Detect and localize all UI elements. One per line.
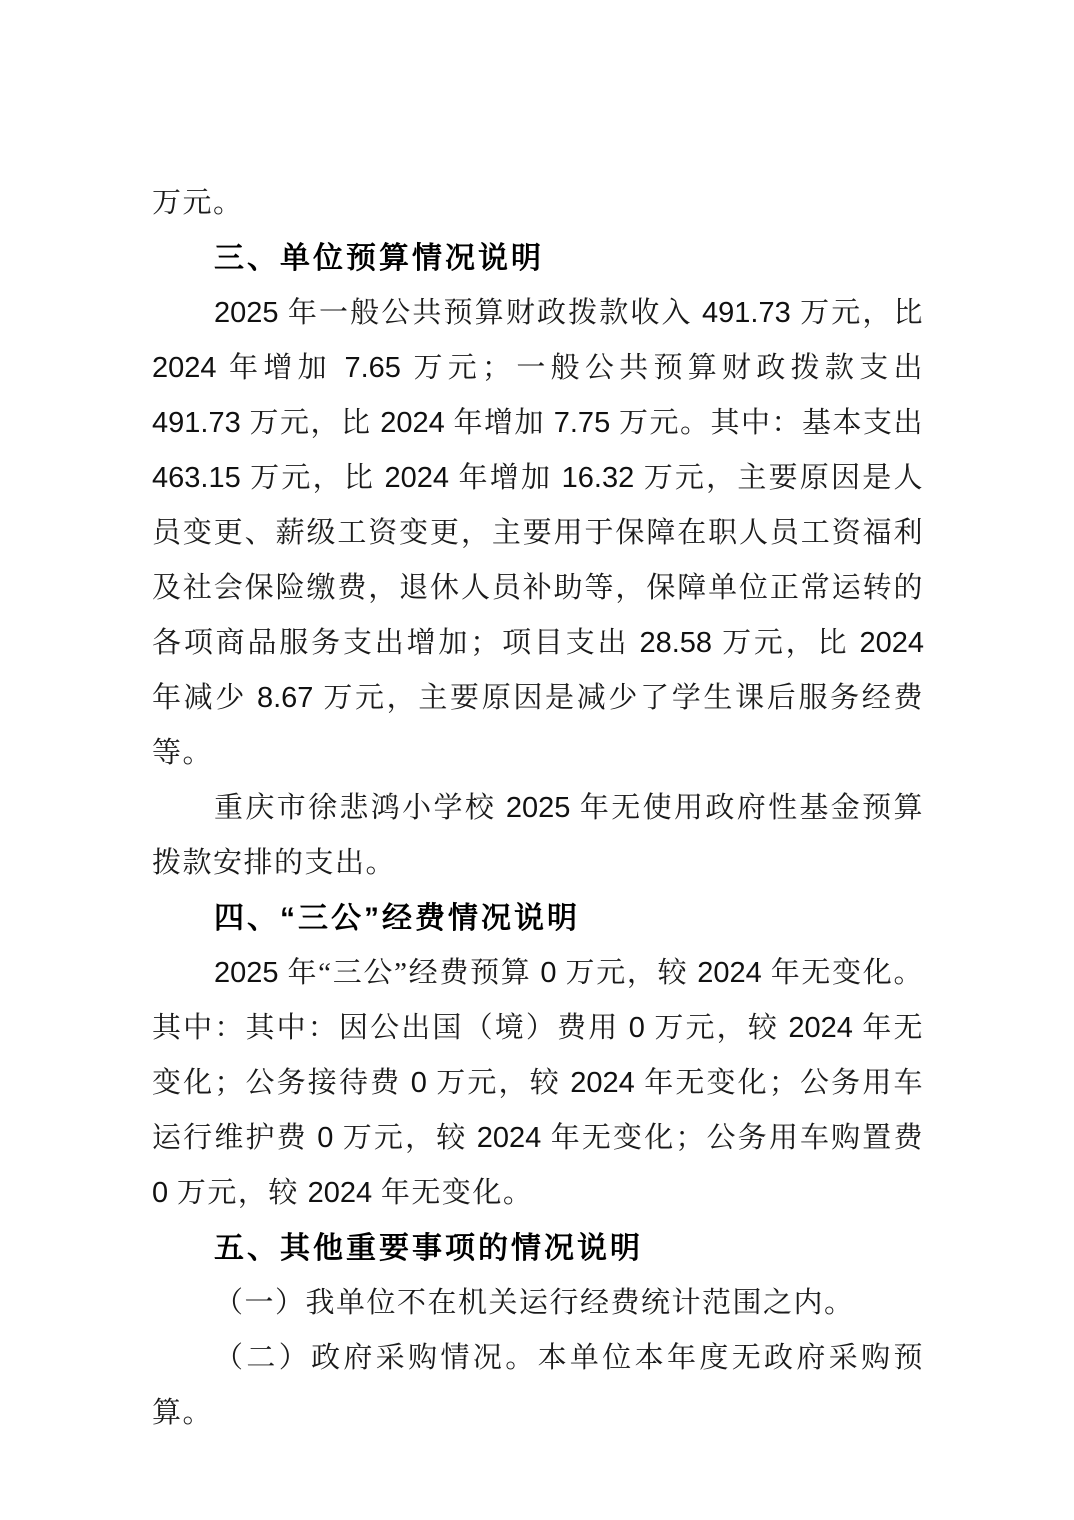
section5-item-government-procurement: （二）政府采购情况。本单位本年度无政府采购预算。	[152, 1342, 924, 1429]
section4-heading: 四、“三公”经费情况说明	[214, 902, 580, 935]
section5-item-agency-operating-expense: （一）我单位不在机关运行经费统计范围之内。	[214, 1287, 855, 1319]
section3-heading: 三、单位预算情况说明	[214, 242, 544, 275]
paragraph-continuation: 万元。	[152, 187, 244, 219]
section3-paragraph-government-fund: 重庆市徐悲鸿小学校 2025 年无使用政府性基金预算拨款安排的支出。	[152, 792, 924, 879]
section5-heading: 五、其他重要事项的情况说明	[214, 1232, 643, 1265]
section3-paragraph-budget-detail: 2025 年一般公共预算财政拨款收入 491.73 万元，比 2024 年增加 7.65 万元；一般公共预算财政拨款支出 491.73 万元，比 2024 年增加 7.75 万元。其中：基本支出 463.15 万元，比 2024 年增加 16.32 万元，主要原因是人员变更、薪级工资变更，主要用于保障在职人员工资福利及社会保险缴费，退休人员补助等，保障单位正常运转的各项商品服务支出增加；项目支出 28.58 万元，比 2024 年减少 8.67 万元，主要原因是减少了学生课后服务经费等。	[152, 297, 924, 769]
section4-paragraph-three-public-expense: 2025 年“三公”经费预算 0 万元，较 2024 年无变化。其中：其中：因公出国（境）费用 0 万元，较 2024 年无变化；公务接待费 0 万元，较 2024 年无变化；公务用车运行维护费 0 万元，较 2024 年无变化；公务用车购置费 0 万元，较 2024 年无变化。	[152, 957, 924, 1209]
